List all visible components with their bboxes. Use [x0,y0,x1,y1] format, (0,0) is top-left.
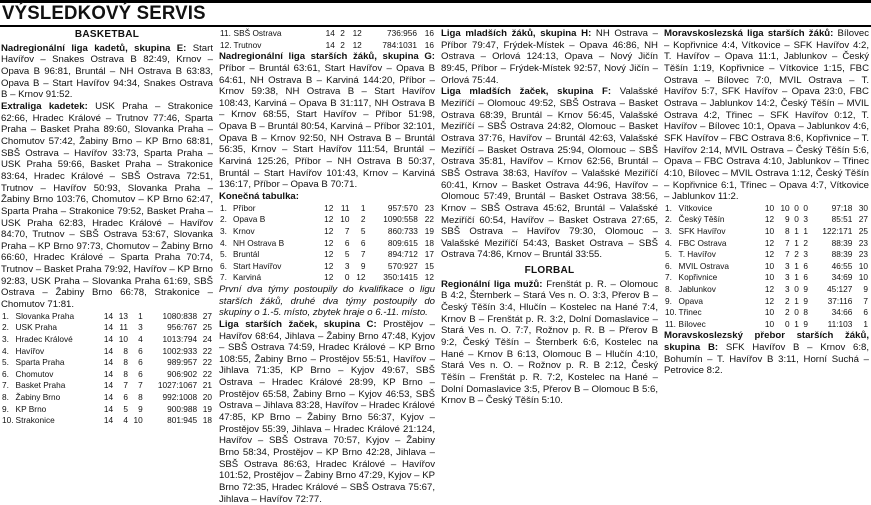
rank-cell: 6. [220,260,227,271]
stat-cell: 8 [803,307,809,318]
stat-cell: 11 [119,322,128,333]
stat-cell: 7 [344,225,350,236]
stat-cell: 16 [424,28,434,38]
stat-cell: 10 [764,226,775,237]
stat-cell: 3 [138,322,143,333]
stat-cell: 6 [138,368,143,379]
team-cell: Krnov [232,225,255,236]
stat-cell: 97:18 [831,202,853,213]
stat-cell: 14 [103,357,114,368]
stat-cell: 956:767 [167,322,198,333]
table-row [1,369,213,381]
column-1 [0,28,216,476]
results-text: SFK Havířov B – Krnov 6:8, Bohumín – T. Havířov B 3:11, Horní Suchá – Petrovice 8:2. [664,342,869,377]
stat-cell: 12 [764,284,775,294]
stat-cell: 13 [118,310,128,321]
league-title: Moravskoslezský přebor starších žáků, skupina B: [664,330,869,354]
stat-cell: 9 [803,318,809,329]
paragraph-muzi [441,279,658,407]
stat-cell: 8 [138,391,143,402]
team-cell: Jablunkov [678,284,716,294]
paragraph-starsi-zaci [219,51,435,191]
stat-cell: 12 [764,214,775,225]
column-4 [661,28,871,476]
stat-cell: 989:957 [167,357,198,368]
stat-cell: 25 [858,226,868,237]
league-title: Liga mladších žáků, skupina H: [441,28,592,39]
stat-cell: 122:171 [822,226,853,237]
stat-cell: 1090:558 [383,214,418,225]
table-row [1,392,213,404]
stat-cell: 957:570 [387,202,418,213]
stat-cell: 12 [324,237,334,248]
table-note: První dva týmy postoupily do kvalifikace o ligu starších žáků, druhé dva týmy postoupily do skupiny o 1.-5. místo, zbytek hraje o 6.-11. místo. [219,283,435,319]
table-row [664,284,869,296]
stat-cell: 9 [803,284,809,294]
stat-cell: 14 [103,368,114,379]
rank-cell: 1. [220,202,227,213]
league-title: Regionální liga mužů: [441,278,543,290]
stat-cell: 6 [360,237,366,248]
stat-cell: 45:127 [826,284,853,294]
stat-cell: 10 [764,202,775,213]
stat-cell: 19 [424,225,434,236]
stat-cell: 6 [344,237,350,248]
stat-cell: 7 [785,237,790,248]
stat-cell: 12 [764,249,775,260]
rank-cell: 6. [665,260,672,271]
rank-cell: 11. [665,318,676,329]
stat-cell: 30 [858,202,868,213]
stat-cell: 10 [764,272,775,283]
stat-cell: 18 [424,237,434,248]
stat-cell: 12 [324,260,334,271]
stat-cell: 6 [803,260,809,271]
stat-cell: 12 [324,272,334,283]
rank-cell: 2. [220,214,227,225]
stat-cell: 0 [344,272,350,283]
table-row [219,203,435,215]
stat-cell: 2 [785,307,790,318]
results-text: Start Havířov – Snakes Ostrava B 82:49, Krnov – Opava B 96:81, Bruntál – NH Ostrava B 63:83, Opava B – Start Havířov 94:34, Snakes Ostrava B – Krnov 91:52. [1,42,213,101]
page-title: VÝSLEDKOVÝ SERVIS [2,3,206,24]
rank-cell: 2. [2,322,9,333]
stat-cell: 5 [344,249,350,260]
stat-cell: 8 [123,368,128,379]
table-row [664,226,869,238]
table-row [664,214,869,226]
stat-cell: 19 [202,403,212,414]
stat-cell: 85:51 [831,214,853,225]
results-text: Valašské Meziříčí – Olomouc 49:52, SBŠ Ostrava – Basket Ostrava 68:39, Bruntál – Krnov 56:45, Valašské Meziříčí – SBŠ Ostrava 24:82, Olomouc – Basket Ostrava 37:76, Havířov – Bruntál 42:63, Valašské Meziříčí – Basket Ostrava 25:94, Olomouc – SBŠ Ostrava 35:81, Havířov – Krnov 62:56, Bruntál – SBŠ Ostrava 38:63, Havířov – Valašské Meziříčí 60:41, Krnov – Basket Ostrava 44:96, Havířov – Olomouc 57:49, Bruntál – Basket Ostrava 38:56, Krnov – SBŠ Ostrava 45:62, Bruntál – Valašské Meziříčí 60:54, Havířov – Basket Ostrava 27:65, SBŠ Ostrava – Havířov 79:30, Olomouc – Valašské Meziříčí 54:43, Basket Ostrava – SBŠ Ostrava 74:86, Krnov – Bruntál 33:55. [441,86,658,261]
stat-cell: 88:39 [831,249,853,260]
stat-cell: 1 [794,272,799,283]
stat-cell: 6 [863,307,868,318]
stat-cell: 10 [858,272,868,283]
paragraph-mladsi-zacek [441,86,658,261]
column-2 [216,28,438,505]
stat-cell: 1 [794,237,799,248]
article-columns [0,28,871,505]
rank-cell: 5. [2,357,9,368]
league-title: Liga starších žaček, skupina C: [219,318,377,330]
rank-cell: 7. [665,272,672,283]
table-row [1,415,213,427]
stat-cell: 34:69 [831,272,853,283]
standings-table-florbal-zaci [664,203,869,331]
team-cell: SFK Havířov [678,226,726,237]
stat-cell: 34:66 [831,307,853,318]
team-cell: Příbor [232,202,256,213]
team-cell: Basket Praha [15,380,66,391]
stat-cell: 88:39 [831,237,853,248]
rank-cell: 12. [220,39,232,50]
table-row [1,357,213,369]
stat-cell: 6 [803,272,809,283]
stat-cell: 5 [360,225,366,236]
league-title: Moravskoslezská liga starších žáků: [664,28,834,39]
league-title: Liga mladších žaček, skupina F: [441,86,612,98]
stat-cell: 12 [764,237,775,248]
stat-cell: 9 [360,260,366,271]
stat-cell: 3 [803,249,809,260]
results-text: Příbor – Bruntál 63:61, Start Havířov – Opava B 64:61, NH Ostrava B – Karviná 144:20, Příbor – Krnov 59:38, NH Ostrava B – Start Havířov 108:43, Karviná – Opava B 31:117, NH Ostrava B – Krnov 68:55, Start Havířov – Příbor 51:98, Opava B – Bruntál 80:54, Karviná – Příbor 32:101, Opava B – Krnov 92:50, NH Ostrava B – Bruntál 56:35, Krnov – Start Havířov 111:54, Bruntál – Karviná 125:26, Příbor – NH Ostrava B 50:37, Bruntál – Start Havířov 101:43, Krnov – Karviná 136:17, Příbor – Opava B 70:71. [219,62,435,191]
rank-cell: 8. [665,284,672,294]
stat-cell: 2 [340,28,345,38]
stat-cell: 10 [858,260,868,271]
stat-cell: 801:945 [167,415,198,426]
stat-cell: 16 [424,39,434,50]
stat-cell: 809:615 [387,237,418,248]
rank-cell: 7. [2,380,9,391]
stat-cell: 906:902 [167,368,198,379]
table-row [1,334,213,346]
stat-cell: 8 [123,345,128,356]
league-title: Nadregionální liga starších žáků, skupina G: [219,51,435,63]
stat-cell: 1 [794,295,799,306]
stat-cell: 9 [138,403,143,414]
stat-cell: 11 [340,202,350,213]
results-text: Frenštát p. R. – Olomouc B 4:2, Šternberk – Stará Ves n. O. 3:3, Přerov B – Český Těšín 3:4, Hlučín – Kostelec na Hané 7:4, Krnov B – Frenštát p. R. 3:2, Dolní Domaslavice – Stará Ves n. O. 7:7, Rožnov p. R. B – Přerov B 9:2, Český Těšín – Šternberk 6:6, Kostelec na Hané – Krnov B 6:13, Olomouc B – Hlučín 4:10, Stará Ves n. O. – Rožnov p. R. B 2:12, Český Těšín – Frenštát p. R. 7:2, Kostelec na Hané – Dolní Domaslavice 3:5, Přerov B – Olomouc B 5:6, Krnov B – Český Těšín 5:10. [441,278,659,407]
stat-cell: 6 [138,357,143,368]
rank-cell: 9. [2,403,9,414]
rank-cell: 4. [2,345,9,356]
stat-cell: 27 [858,214,868,225]
team-cell: T. Havířov [678,249,716,260]
rank-cell: 4. [665,237,672,248]
stat-cell: 4 [123,415,128,426]
rank-cell: 3. [220,225,227,236]
rank-cell: 1. [665,202,672,213]
column-3 [438,28,661,476]
stat-cell: 17 [424,249,434,260]
stat-cell: 20 [202,391,212,402]
masthead [0,0,871,27]
table-row [219,238,435,250]
rank-cell: 10. [665,307,677,318]
stat-cell: 2 [785,295,790,306]
stat-cell: 10 [118,333,128,344]
table-row [219,226,435,238]
team-cell: Trutnov [233,39,262,50]
table-row [219,261,435,273]
team-cell: Strakonice [15,415,55,426]
stat-cell: 11:103 [827,318,853,329]
team-cell: Sparta Praha [15,357,65,368]
results-text: NH Ostrava – Příbor 79:47, Frýdek-Místek – Opava 46:86, NH Ostrava – Orlová 124:13, Opava – Nový Jičín 89:45, Příbor – Frýdek-Místek 92:57, Nový Jičín – Orlová 75:44. [441,28,658,86]
stat-cell: 7 [785,249,790,260]
stat-cell: 1 [794,226,799,237]
stat-cell: 3 [785,272,790,283]
stat-cell: 9 [863,284,868,294]
paragraph-moravskoslezska [664,28,869,203]
team-cell: USK Praha [15,322,58,333]
stat-cell: 23 [858,237,868,248]
stat-cell: 2 [340,39,345,50]
league-title: Extraliga kadetek: [1,100,88,112]
stat-cell: 9 [803,295,809,306]
stat-cell: 1013:794 [162,333,198,344]
table-row [664,272,869,284]
rank-cell: 6. [2,368,9,379]
stat-cell: 14 [103,380,114,391]
team-cell: Opava [678,295,703,306]
rank-cell: 9. [665,295,672,306]
stat-cell: 3 [803,214,809,225]
rank-cell: 8. [2,391,9,402]
team-cell: Bruntál [232,249,260,260]
stat-cell: 14 [103,310,114,321]
stat-cell: 736:956 [387,28,418,38]
stat-cell: 14 [325,28,335,38]
rank-cell: 11. [220,28,231,38]
table-row [664,261,869,273]
results-text: Prostějov – Havířov 68:64, Jihlava – Žabiny Brno 47:48, Kyjov – SBŠ Ostrava 74:59, Hradec Králové – KP Brno 108:55, Žabiny Brno – Prostějov 55:51, Havířov – Jihlava 71:35, KP Brno – Kyjov 49:67, SBŠ Ostrava – Hradec Králové 28:99, KP Brno – Prostějov 65:58, Žabiny Brno – Kyjov 46:53, SBŠ Ostrava – Jihlava 83:28, Havířov – Hradec Králové 47:85, KP Brno – Žabiny Brno 56:37, Kyjov – Prostějov 55:39, Jihlava – Hradec Králové 21:124, Havířov – SBŠ Ostrava 70:57, Kyjov – Žabiny Brno 58:34, Prostějov – KP Brno 42:28, Jihlava – SBŠ Ostrava 86:63, Hradec Králové – Havířov 101:52, Prostějov – Žabiny Brno 47:29, Kyjov – KP Brno 72:35, Hradec Králové – SBŠ Ostrava 75:67, Jihlava – Havířov 72:77. [219,318,435,505]
stat-cell: 1 [794,318,799,329]
stat-cell: 12 [324,225,334,236]
stat-cell: 2 [794,249,799,260]
team-cell: Vítkovice [678,202,713,213]
stat-cell: 22 [202,368,212,379]
stat-cell: 1002:933 [162,345,198,356]
table-row [1,322,213,334]
stat-cell: 1027:1067 [157,380,198,391]
stat-cell: 8 [785,226,790,237]
stat-cell: 12 [764,295,775,306]
stat-cell: 2 [360,214,366,225]
team-cell: Slovanka Praha [15,310,75,321]
table-row [219,40,435,52]
stat-cell: 1080:838 [162,310,198,321]
stat-cell: 14 [325,39,335,50]
stat-cell: 8 [123,357,128,368]
standings-table-extraliga [1,311,213,427]
table-row [664,238,869,250]
paragraph-zacek-c [219,319,435,505]
stat-cell: 18 [202,415,212,426]
team-cell: Karviná [232,272,262,283]
stat-cell: 350:1415 [383,272,418,283]
table-row [664,296,869,308]
stat-cell: 1 [803,226,809,237]
stat-cell: 3 [785,284,790,294]
stat-cell: 0 [794,284,799,294]
team-cell: Český Těšín [678,214,725,225]
league-title: Nadregionální liga kadetů, skupina E: [1,42,187,54]
stat-cell: 14 [103,391,114,402]
rank-cell: 3. [665,226,672,237]
stat-cell: 9 [785,214,790,225]
stat-cell: 14 [103,345,114,356]
table-row [664,249,869,261]
table-row [664,203,869,215]
stat-cell: 0 [785,318,790,329]
stat-cell: 6 [138,345,143,356]
stat-cell: 12 [324,214,334,225]
stat-cell: 1 [360,202,366,213]
stat-cell: 0 [794,202,799,213]
team-cell: KP Brno [15,403,47,414]
team-cell: Žabiny Brno [15,391,61,402]
table-row [219,28,435,40]
stat-cell: 12 [324,202,334,213]
stat-cell: 0 [803,202,809,213]
team-cell: Třinec [678,307,702,318]
table-row [664,319,869,331]
table-row [219,272,435,284]
stat-cell: 570:927 [387,260,418,271]
stat-cell: 894:712 [387,249,418,260]
stat-cell: 12 [424,272,434,283]
stat-cell: 860:733 [387,225,418,236]
standings-table-extraliga-cont [219,28,435,51]
team-cell: NH Ostrava B [232,237,285,248]
stat-cell: 27 [202,310,212,321]
stat-cell: 3 [785,260,790,271]
team-cell: Havířov [15,345,45,356]
paragraph-kadeti [1,43,213,101]
rank-cell: 10. [2,415,14,426]
stat-cell: 7 [863,295,868,306]
stat-cell: 784:1031 [382,39,418,50]
stat-cell: 14 [103,415,114,426]
stat-cell: 0 [794,214,799,225]
stat-cell: 992:1008 [162,391,198,402]
stat-cell: 37:116 [827,295,853,306]
stat-cell: 12 [352,28,362,38]
stat-cell: 25 [202,322,212,333]
table-row [1,404,213,416]
stat-cell: 6 [123,391,128,402]
team-cell: MVIL Ostrava [678,260,729,271]
stat-cell: 0 [794,307,799,318]
stat-cell: 3 [344,260,350,271]
stat-cell: 15 [424,260,434,271]
section-header-florbal: FLORBAL [524,265,575,277]
stat-cell: 10 [133,415,143,426]
team-cell: SBŠ Ostrava [233,28,282,38]
table-row [219,214,435,226]
stat-cell: 22 [202,357,212,368]
table-row [219,249,435,261]
stat-cell: 22 [424,214,434,225]
stat-cell: 10 [764,307,775,318]
stat-cell: 5 [123,403,128,414]
stat-cell: 10 [780,202,790,213]
stat-cell: 7 [123,380,128,391]
table-row [1,346,213,358]
stat-cell: 12 [356,272,366,283]
stat-cell: 2 [803,237,809,248]
stat-cell: 24 [202,333,212,344]
section-header-basketbal: BASKETBAL [74,29,140,40]
final-table-label: Konečná tabulka: [219,191,299,203]
paragraph-mladsi-zaci [441,28,658,86]
stat-cell: 10 [340,214,350,225]
stat-cell: 46:55 [831,260,853,271]
team-cell: Kopřivnice [678,272,718,283]
team-cell: Bílovec [678,318,706,329]
team-cell: Start Havířov [232,260,282,271]
stat-cell: 1 [794,260,799,271]
stat-cell: 7 [138,380,143,391]
rank-cell: 4. [220,237,227,248]
stat-cell: 10 [764,260,775,271]
stat-cell: 12 [352,39,362,50]
table-row [1,380,213,392]
results-text: USK Praha – Strakonice 62:66, Hradec Králové – Trutnov 77:46, Sparta Praha – Basket Praha 89:60, Slovanka Praha – Chomutov 57:42, Žabiny Brno – KP Brno 68:81, SBŠ Ostrava – Havířov 33:73, Sparta Praha – USK Praha 59:66, Basket Praha – Strakonice 83:64, Hradec Králové – SBŠ Ostrava 72:51, Trutnov – Havířov 50:93, Slovanka Praha – Žabiny Brno 103:76, Chomutov – KP Brno 62:47, Sparta Praha – Strakonice 79:52, Basket Praha – USK Praha 62:83, Hradec Králové – Havířov 84:70, Trutnov – SBŠ Ostrava 53:67, Slovanka Praha – KP Brno 97:73, Chomutov – Žabiny Brno 66:60, Hradec Králové – Sparta Praha 70:74, Trutnov – Basket Praha 79:92, Havířov – KP Brno 92:83, USK Praha – Slovanka Praha 61:69, SBŠ Ostrava – Žabiny Brno 66:78, Strakonice – Chomutov 71:81. [1,100,213,311]
stat-cell: 900:988 [167,403,198,414]
stat-cell: 22 [202,345,212,356]
rank-cell: 7. [220,272,227,283]
stat-cell: 1 [863,318,868,329]
stat-cell: 23 [858,249,868,260]
rank-cell: 5. [665,249,672,260]
team-cell: Opava B [232,214,266,225]
rank-cell: 5. [220,249,227,260]
stat-cell: 4 [138,333,143,344]
stat-cell: 14 [103,333,114,344]
stat-cell: 14 [103,322,114,333]
team-cell: Hradec Králové [15,333,73,344]
paragraph-extraliga [1,101,213,311]
team-cell: FBC Ostrava [678,237,727,248]
results-text: Bílovec – Kopřivnice 4:4, Vítkovice – SFK Havířov 4:2, T. Havířov – Opava 11:1, Jablunkov – Český Těšín 1:19, Kopřivnice – Vítkovice 1:15, FBC Ostrava – Bílovec 7:0, MVIL Ostrava – T. Havířov 5:7, SFK Havířov – Opava 23:0, FBC Ostrava – Jablunkov 14:2, Český Těšín – MVIL Ostrava 4:2, Třinec – SFK Havířov 0:12, T. Havířov – Bílovec 10:1, Opava – Jablunkov 4:6, SFK Havířov – FBC Ostrava 8:6, Kopřivnice – T. Havířov 2:14, MVIL Ostrava – Český Těšín 5:6, Opava – FBC Ostrava 4:10, Jablunkov – Třinec 4:10, Bílovec – MVIL Ostrava 1:12, Český Těšín – Kopřivnice 6:1, Třinec – Opava 4:7, Vítkovice – Jablunkov 11:2. [664,28,869,203]
rank-cell: 2. [665,214,672,225]
stat-cell: 23 [424,202,434,213]
rank-cell: 3. [2,333,9,344]
stat-cell: 7 [360,249,366,260]
rank-cell: 1. [2,310,9,321]
stat-cell: 1 [138,310,143,321]
stat-cell: 10 [764,318,775,329]
stat-cell: 14 [103,403,114,414]
team-cell: Chomutov [15,368,54,379]
stat-cell: 12 [324,249,334,260]
table-row [664,307,869,319]
paragraph-prebor [664,330,869,377]
stat-cell: 21 [202,380,212,391]
standings-table-starsi-zaci [219,203,435,284]
table-row [1,311,213,323]
